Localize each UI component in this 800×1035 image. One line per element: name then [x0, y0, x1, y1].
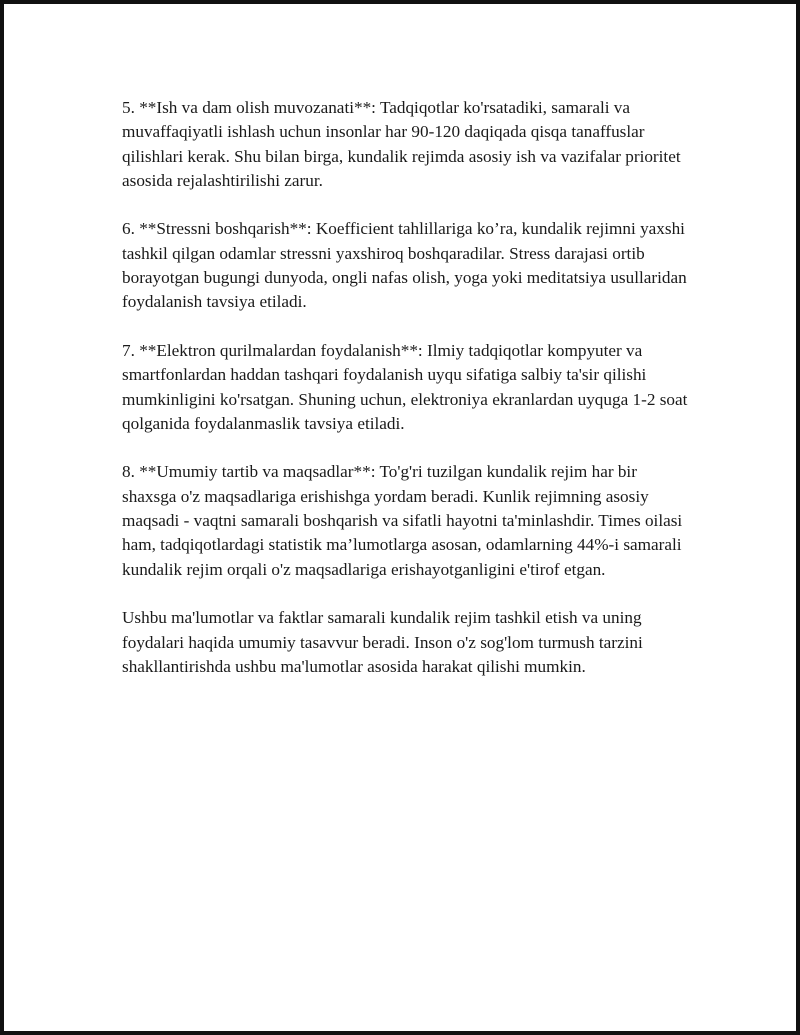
paragraph-conclusion: Ushbu ma'lumotlar va faktlar samarali kundalik rejim tashkil etish va uning foydalari haqida umumiy tasavvur beradi. Inson o'z sog'lom turmush tarzini shakllantirishda ushbu ma'lumotlar asosida harakat qilishi mumkin.: [122, 608, 643, 676]
paragraph-work-rest-balance: 5. **Ish va dam olish muvozanati**: Tadqiqotlar ko'rsatadiki, samarali va muvaffaqiyatli ishlash uchun insonlar har 90-120 daqiqada qisqa tanaffuslar qilishlari kerak. Shu bilan birga, kundalik rejimda asosiy ish va vazifalar prioritet asosida rejalashtirilishi zarur.: [122, 98, 681, 190]
document-body: [122, 96, 688, 703]
paragraph-general-routine-goals: 8. **Umumiy tartib va maqsadlar**: To'g'ri tuzilgan kundalik rejim har bir shaxsga o'z maqsadlariga erishishga yordam beradi. Kunlik rejimning asosiy maqsadi - vaqtni samarali boshqarish va sifatli hayotni ta'minlashdir. Times oilasi ham, tadqiqotlardagi statistik ma’lumotlarga asosan, odamlarning 44%-i samarali kundalik rejim orqali o'z maqsadlariga erishayotganligini e'tirof etgan.: [122, 462, 683, 579]
paragraph-electronic-devices: 7. **Elektron qurilmalardan foydalanish**: Ilmiy tadqiqotlar kompyuter va smartfonlardan haddan tashqari foydalanish uyqu sifatiga salbiy ta'sir qilishi mumkinligini ko'rsatgan. Shuning uchun, elektroniya ekranlardan uyquga 1-2 soat qolganida foydalanmaslik tavsiya etiladi.: [122, 340, 688, 433]
paragraph-stress-management: 6. **Stressni boshqarish**: Koefficient tahlillariga ko’ra, kundalik rejimni yaxshi tashkil qilgan odamlar stressni yaxshiroq boshqaradilar. Stress darajasi ortib borayotgan bugungi dunyoda, ongli nafas olish, yoga yoki meditatsiya usullaridan foydalanish tavsiya etiladi.: [122, 219, 687, 312]
